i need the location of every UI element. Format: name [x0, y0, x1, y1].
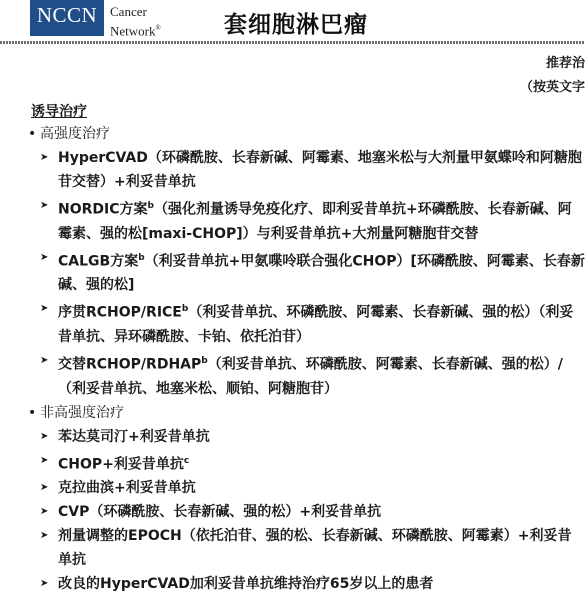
arrow-bullet-icon: ➤ — [40, 482, 49, 494]
arrow-bullet-icon: ➤ — [40, 251, 49, 263]
logo-line-cancer: Cancer — [110, 4, 147, 19]
logo-line-network: Network® — [110, 23, 161, 39]
list-item: ➤ CHOP+利妥昔单抗$^c$ — [28, 449, 585, 477]
group-high-intensity — [28, 122, 585, 401]
footnote-mark: b — [138, 252, 145, 263]
arrow-bullet-icon: ➤ — [40, 430, 49, 442]
list-item: ➤ 苯达莫司汀+利妥昔单抗 — [28, 425, 585, 449]
footnote-mark: b — [201, 355, 208, 366]
arrow-bullet-icon: ➤ — [40, 200, 49, 211]
arrow-bullet-icon: ➤ — [40, 578, 49, 590]
regimen-list — [28, 146, 585, 401]
section-heading-induction: 诱导治疗 — [31, 104, 87, 120]
list-item: ➤ CALGB方案$^b$（利妥昔单抗+甲氨喋呤联合强化CHOP）[环磷酰胺、阿霉素、长春新碱、强的松] — [28, 246, 585, 298]
list-item: ➤ 序贯RCHOP/RICE$^b$（利妥昔单抗、环磷酰胺、阿霉素、长春新碱、强的松）（利妥昔单抗、异环磷酰胺、卡铂、依托泊苷） — [28, 297, 585, 349]
footnote-mark: c — [183, 455, 190, 466]
group-label: • 非高强度治疗 — [28, 401, 585, 425]
arrow-bullet-icon: ➤ — [40, 303, 49, 315]
footnote-mark: b — [181, 304, 189, 315]
recommendation-label: 推荐治 — [545, 56, 585, 71]
page-header — [0, 0, 585, 44]
regimen-list — [28, 425, 585, 596]
arrow-bullet-icon: ➤ — [40, 454, 49, 466]
page-title: 套细胞淋巴瘤 — [224, 12, 368, 38]
list-item: ➤ HyperCVAD（环磷酰胺、长春新碱、阿霉素、地塞米松与大剂量甲氨蝶呤和阿糖胞苷交替）+利妥昔单抗 — [28, 146, 585, 194]
bullet-icon: • — [28, 404, 37, 421]
treatment-list — [28, 122, 585, 596]
bullet-icon: • — [28, 126, 37, 142]
group-non-high-intensity — [28, 401, 585, 596]
arrow-bullet-icon: ➤ — [40, 354, 49, 366]
list-item: ➤ 改良的HyperCVAD加利妥昔单抗维持治疗65岁以上的患者 — [28, 572, 585, 596]
recommendation-sublabel: （按英文字 — [519, 80, 585, 95]
list-item: ➤ 克拉曲滨+利妥昔单抗 — [28, 476, 585, 500]
arrow-bullet-icon: ➤ — [40, 152, 49, 163]
arrow-bullet-icon: ➤ — [40, 530, 49, 542]
footnote-mark: b — [147, 201, 154, 211]
list-item: ➤ 剂量调整的EPOCH（依托泊苷、强的松、长春新碱、环磷酰胺、阿霉素）+利妥昔单抗 — [28, 524, 585, 572]
nccn-logo-text — [110, 4, 161, 39]
list-item: ➤ NORDIC方案$^b$（强化剂量诱导免疫化疗、即利妥昔单抗+环磷酰胺、长春新碱、阿霉素、强的松[maxi-CHOP]）与利妥昔单抗+大剂量阿糖胞苷交替 — [28, 194, 585, 246]
arrow-bullet-icon: ➤ — [40, 506, 49, 518]
nccn-logo: NCCN — [30, 0, 104, 36]
list-item: ➤ 交替RCHOP/RDHAP$^b$（利妥昔单抗、环磷酰胺、阿霉素、长春新碱、强的松）/（利妥昔单抗、地塞米松、顺铂、阿糖胞苷） — [28, 349, 585, 401]
list-item: ➤ CVP（环磷酰胺、长春新碱、强的松）+利妥昔单抗 — [28, 500, 585, 524]
group-label: • 高强度治疗 — [28, 122, 585, 146]
header-divider — [0, 41, 585, 44]
